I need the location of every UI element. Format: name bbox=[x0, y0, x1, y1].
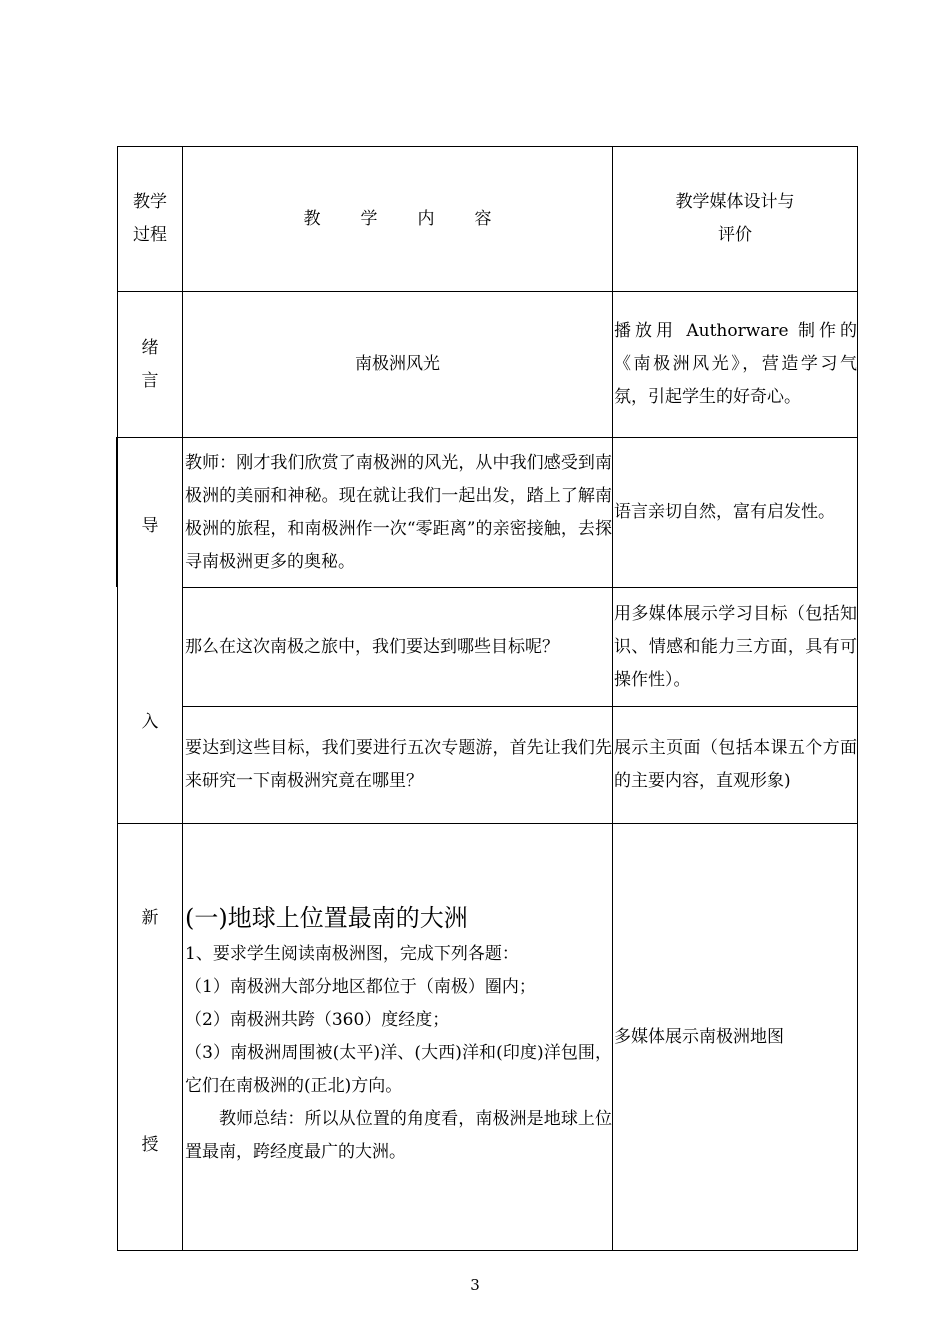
content-cell-xinshou bbox=[183, 824, 613, 1251]
content-line: （3）南极洲周围被(太平)洋、(大西)洋和(印度)洋包围，它们在南极洲的(正北)方向。 bbox=[185, 1043, 612, 1096]
stage-char: 导 bbox=[141, 516, 159, 536]
stage-cell-daoru bbox=[118, 438, 183, 824]
stage-char: 授 bbox=[141, 1135, 159, 1155]
content-line: （2）南极洲共跨（360）度经度； bbox=[185, 1010, 450, 1030]
page-number: 3 bbox=[470, 1276, 480, 1294]
stage-char: 言 bbox=[141, 370, 159, 391]
media-cell-xuyan: 播放用 Authorware 制作的《南极洲风光》，营造学习气氛，引起学生的好奇心。 bbox=[613, 292, 858, 438]
stage-char: 入 bbox=[141, 712, 159, 732]
table-header-row bbox=[118, 147, 858, 292]
content-line: 1、要求学生阅读南极洲图，完成下列各题： bbox=[185, 944, 519, 964]
media-cell-xinshou: 多媒体展示南极洲地图 bbox=[613, 824, 858, 1251]
media-cell-daoru-2: 用多媒体展示学习目标（包括知识、情感和能力三方面，具有可操作性）。 bbox=[613, 588, 858, 707]
header-content: 教学内容 bbox=[183, 147, 613, 292]
content-cell-daoru-3: 要达到这些目标，我们要进行五次专题游，首先让我们先来研究一下南极洲究竟在哪里？ bbox=[183, 707, 613, 824]
media-cell-daoru-3: 展示主页面（包括本课五个方面的主要内容，直观形象) bbox=[613, 707, 858, 824]
header-media-label: 教学媒体设计与评价 bbox=[675, 192, 795, 245]
table-row-daoru-3 bbox=[118, 707, 858, 824]
table-row-xuyan bbox=[118, 292, 858, 438]
content-cell-daoru-2: 那么在这次南极之旅中，我们要达到哪些目标呢？ bbox=[183, 588, 613, 707]
stage-cell-xuyan bbox=[118, 292, 183, 438]
lesson-plan-table bbox=[117, 146, 858, 1251]
header-media bbox=[613, 147, 858, 292]
teacher-summary: 教师总结：所以从位置的角度看，南极洲是地球上位置最南，跨经度最广的大洲。 bbox=[185, 1109, 612, 1162]
section-title: (一)地球上位置最南的大洲 bbox=[185, 904, 468, 932]
media-cell-daoru-1: 语言亲切自然，富有启发性。 bbox=[613, 438, 858, 588]
table-row-xinshou bbox=[118, 824, 858, 1251]
header-process-label: 教学过程 bbox=[133, 192, 167, 245]
header-process bbox=[118, 147, 183, 292]
table-row-daoru-2 bbox=[118, 588, 858, 707]
stage-char: 绪 bbox=[141, 337, 159, 358]
table-row-daoru-1 bbox=[118, 438, 858, 588]
content-cell-xuyan: 南极洲风光 bbox=[183, 292, 613, 438]
content-cell-daoru-1: 教师：刚才我们欣赏了南极洲的风光，从中我们感受到南极洲的美丽和神秘。现在就让我们一起出发，踏上了解南极洲的旅程，和南极洲作一次“零距离”的亲密接触，去探寻南极洲更多的奥秘。 bbox=[183, 438, 613, 588]
content-line: （1）南极洲大部分地区都位于（南极）圈内； bbox=[185, 977, 536, 997]
stage-char: 新 bbox=[141, 908, 159, 928]
stage-cell-xinshou bbox=[118, 824, 183, 1251]
